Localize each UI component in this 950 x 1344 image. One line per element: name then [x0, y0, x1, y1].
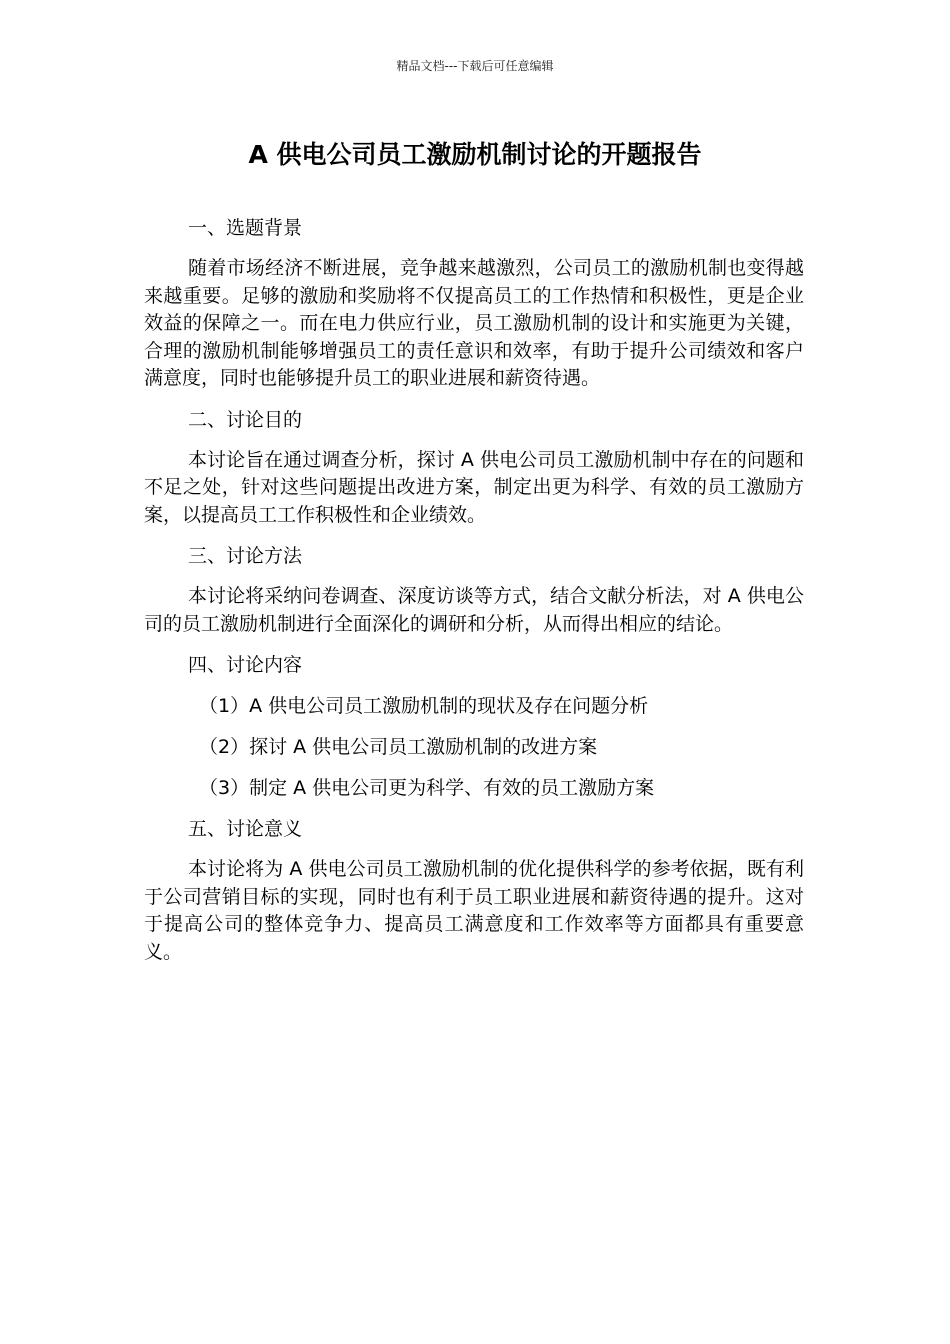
section-paragraph-method: 本讨论将采纳问卷调查、深度访谈等方式，结合文献分析法，对 A 供电公司的员工激励机制进行全面深化的调研和分析，从而得出相应的结论。 [144, 585, 804, 635]
document-body [144, 214, 804, 979]
section-paragraph-significance: 本讨论将为 A 供电公司员工激励机制的优化提供科学的参考依据，既有利于公司营销目标的实现，同时也有利于员工职业进展和薪资待遇的提升。这对于提高公司的整体竞争力、提高员工满意度和工作效率等方面都具有重要意义。 [144, 858, 804, 963]
page-header: 精品文档---下载后可任意编辑 [396, 59, 554, 73]
section-heading-purpose: 二、讨论目的 [188, 408, 303, 431]
section-paragraph-purpose: 本讨论旨在通过调查分析，探讨 A 供电公司员工激励机制中存在的问题和不足之处，针对这些问题提出改进方案，制定出更为科学、有效的员工激励方案，以提高员工工作积极性和企业绩效。 [144, 448, 804, 526]
document-title: A 供电公司员工激励机制讨论的开题报告 [248, 140, 702, 169]
content-list-item: （3）制定 A 供电公司更为科学、有效的员工激励方案 [199, 777, 655, 799]
section-heading-background: 一、选题背景 [188, 217, 303, 239]
content-list-item: （1）A 供电公司员工激励机制的现状及存在问题分析 [199, 695, 649, 717]
section-paragraph-background: 随着市场经济不断进展，竞争越来越激烈，公司员工的激励机制也变得越来越重要。足够的激励和奖励将不仅提高员工的工作热情和积极性，更是企业效益的保障之一。而在电力供应行业，员工激励机制的设计和实施更为关键，合理的激励机制能够增强员工的责任意识和效率，有助于提升公司绩效和客户满意度，同时也能够提升员工的职业进展和薪资待遇。 [144, 257, 804, 389]
content-list-item: （2）探讨 A 供电公司员工激励机制的改进方案 [199, 736, 598, 758]
section-heading-significance: 五、讨论意义 [188, 818, 303, 840]
section-heading-content: 四、讨论内容 [188, 654, 303, 676]
section-heading-method: 三、讨论方法 [188, 545, 303, 567]
